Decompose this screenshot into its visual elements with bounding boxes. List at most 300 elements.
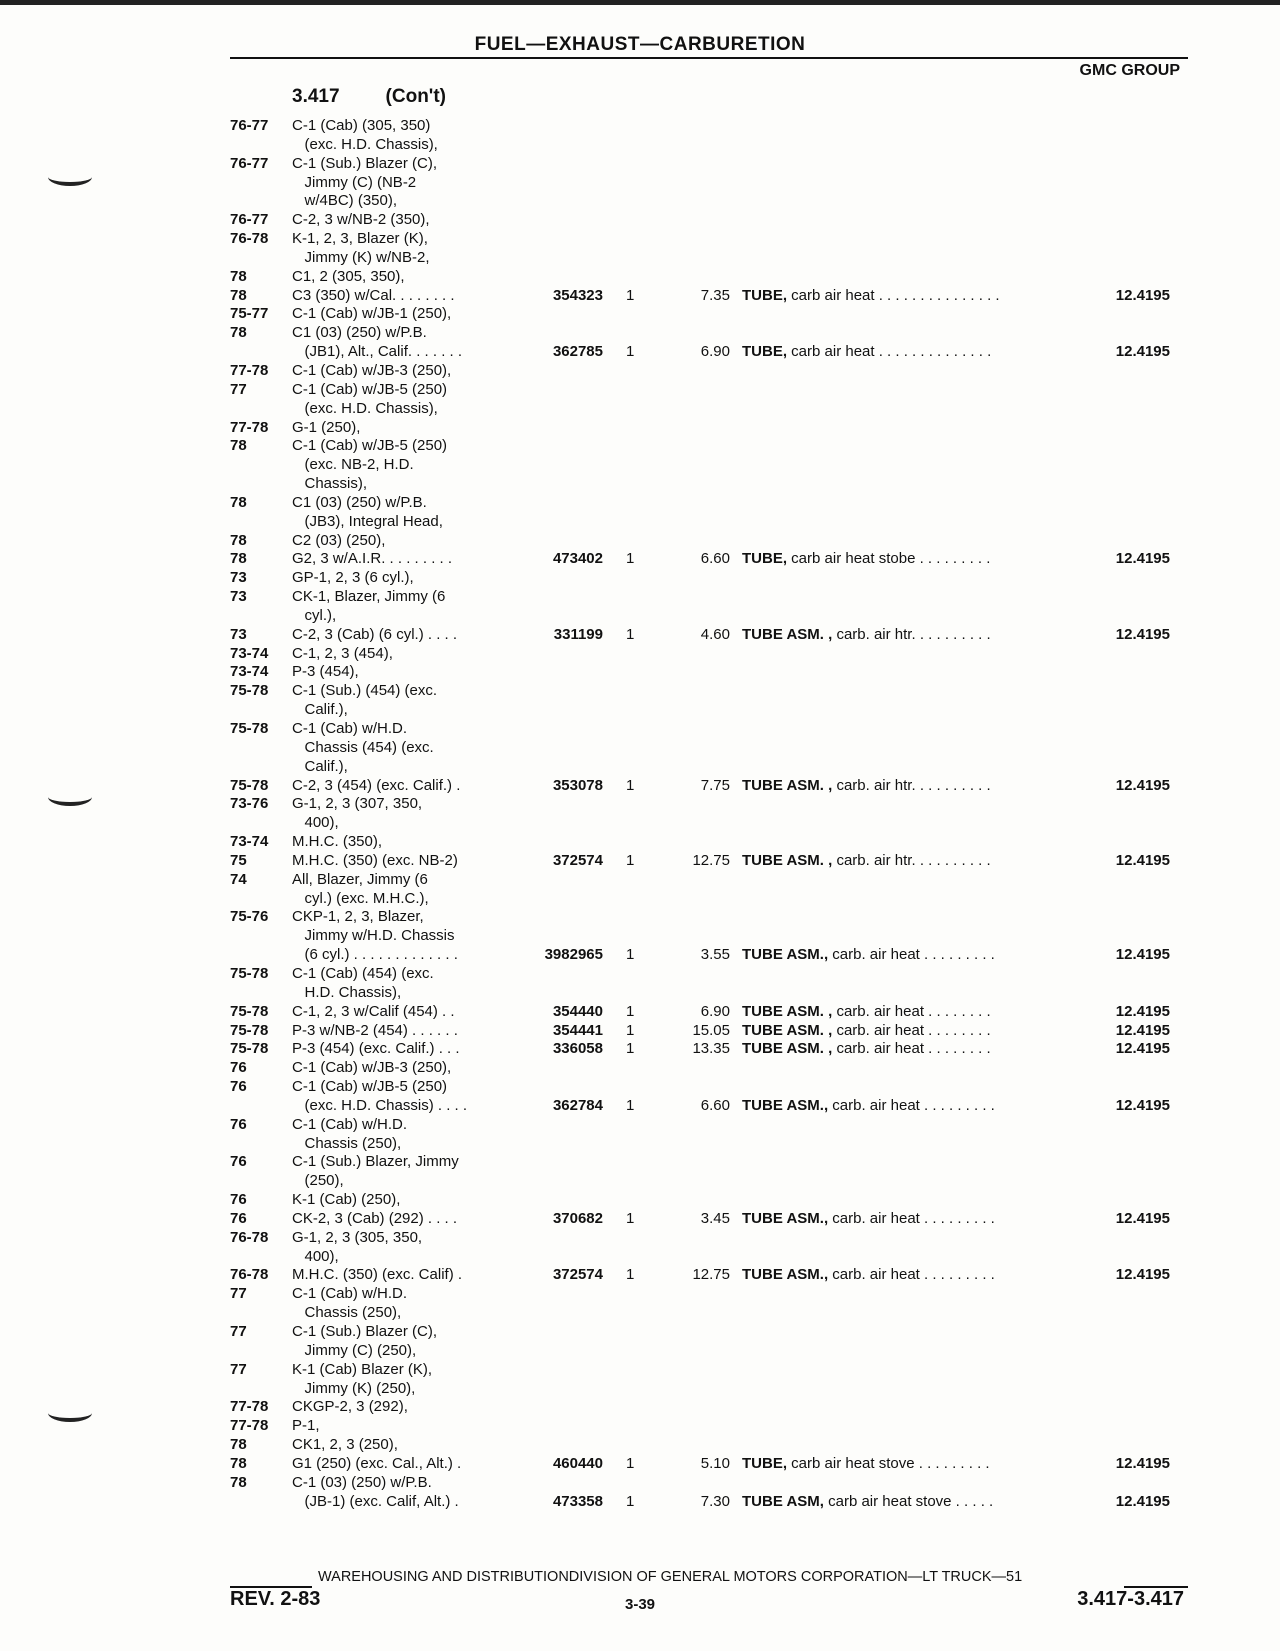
parts-row	[230, 1342, 1188, 1361]
group-number: 12.4195	[1115, 851, 1170, 869]
part-name-detail: carb air heat . . . . . . . . . . . . . . .	[787, 286, 1000, 304]
parts-row	[230, 249, 1188, 268]
model-year: 74	[230, 870, 247, 888]
section-suffix: (Con't)	[385, 86, 446, 107]
model-description: (JB-1) (exc. Calif, Alt.) .	[292, 1492, 459, 1510]
model-year: 75-78	[230, 964, 269, 982]
part-name-detail: carb. air htr. . . . . . . . . .	[832, 776, 991, 794]
parts-row	[230, 1380, 1188, 1399]
part-name	[742, 1022, 991, 1041]
model-year: 75-78	[230, 720, 269, 737]
model-year: 77	[230, 1323, 247, 1340]
part-number: 460440	[552, 1454, 603, 1472]
parts-row	[230, 1003, 1188, 1022]
parts-row	[230, 475, 1188, 494]
parts-row	[230, 701, 1188, 720]
group-number: 12.4195	[1115, 625, 1170, 643]
model-description: G-1, 2, 3 (305, 350,	[292, 1228, 423, 1246]
parts-row	[230, 1040, 1188, 1059]
price: 6.90	[700, 343, 730, 361]
model-description: (JB1), Alt., Calif. . . . . . .	[292, 343, 463, 361]
model-year: 78	[230, 550, 247, 568]
model-description: C-1 (Cab) w/JB-3 (250),	[292, 361, 452, 379]
model-year: 77-78	[230, 1417, 269, 1435]
parts-row	[230, 1097, 1188, 1116]
parts-row	[230, 607, 1188, 626]
part-number: 354323	[552, 286, 603, 304]
part-number: 336058	[552, 1040, 603, 1058]
model-description: (exc. H.D. Chassis),	[292, 135, 438, 153]
parts-row	[230, 758, 1188, 777]
model-description: C-1 (Cab) w/H.D.	[292, 720, 408, 737]
price: 5.10	[700, 1454, 730, 1472]
parts-row	[230, 211, 1188, 230]
model-description: C-1 (Cab) (454) (exc.	[292, 964, 434, 982]
part-name-bold: TUBE ASM,	[742, 1492, 824, 1510]
model-description: P-3 w/NB-2 (454) . . . . . .	[292, 1021, 458, 1039]
parts-row	[230, 814, 1188, 833]
part-name-bold: TUBE ASM.,	[742, 946, 829, 964]
part-name	[742, 343, 991, 362]
parts-row	[230, 645, 1188, 664]
part-name-bold: TUBE ASM.,	[742, 1096, 829, 1114]
parts-row	[230, 230, 1188, 249]
parts-row	[230, 136, 1188, 155]
parts-row	[230, 927, 1188, 946]
group-number: 12.4195	[1115, 1002, 1170, 1020]
model-description: Chassis (250),	[292, 1304, 402, 1322]
price: 6.60	[700, 550, 730, 568]
parts-row	[230, 1078, 1188, 1097]
part-name-detail: carb air heat stove . . . . .	[823, 1492, 994, 1510]
model-year: 76	[230, 1078, 247, 1096]
parts-row	[230, 381, 1188, 400]
parts-row	[230, 777, 1188, 796]
model-description: C-1 (Sub.) Blazer, Jimmy	[292, 1153, 459, 1171]
parts-list	[230, 117, 1188, 1511]
parts-row	[230, 1135, 1188, 1154]
parts-row	[230, 1210, 1188, 1229]
model-year: 73-74	[230, 644, 269, 662]
model-description: (6 cyl.) . . . . . . . . . . . . .	[292, 946, 458, 964]
model-year: 78	[230, 1473, 247, 1491]
price: 6.90	[700, 1002, 730, 1020]
part-name-bold: TUBE ASM.,	[742, 1209, 829, 1227]
part-number: 372574	[552, 1266, 603, 1284]
part-name-detail: carb. air heat . . . . . . . .	[832, 1040, 991, 1058]
part-name	[742, 852, 991, 871]
part-name-detail: carb. air heat . . . . . . . . .	[828, 1209, 995, 1227]
model-description: K-1, 2, 3, Blazer (K),	[292, 230, 428, 248]
part-name	[742, 1493, 993, 1512]
model-description: P-1,	[292, 1417, 320, 1435]
model-year: 78	[230, 437, 247, 455]
part-name-bold: TUBE ASM.,	[742, 1266, 829, 1284]
parts-row	[230, 965, 1188, 984]
parts-row	[230, 324, 1188, 343]
parts-row	[230, 1172, 1188, 1191]
part-name-bold: TUBE ASM. ,	[742, 625, 833, 643]
part-name	[742, 287, 1000, 306]
price: 7.30	[700, 1492, 730, 1510]
part-name-bold: TUBE ASM. ,	[742, 1040, 833, 1058]
part-name-bold: TUBE ASM. ,	[742, 776, 833, 794]
group-number: 12.4195	[1115, 1096, 1170, 1114]
model-description: 400),	[292, 1247, 339, 1265]
model-description: w/4BC) (350),	[292, 192, 398, 210]
parts-row	[230, 1116, 1188, 1135]
parts-row	[230, 890, 1188, 909]
parts-row	[230, 1493, 1188, 1512]
part-name	[742, 550, 990, 569]
model-year: 78	[230, 493, 247, 511]
quantity: 1	[626, 550, 635, 568]
part-name-bold: TUBE ASM. ,	[742, 1021, 833, 1039]
part-name-detail: carb. air heat . . . . . . . .	[832, 1002, 991, 1020]
quantity: 1	[626, 1492, 635, 1510]
section-heading	[292, 86, 446, 108]
model-year: 78	[230, 267, 247, 285]
part-number: 331199	[553, 625, 603, 643]
model-description: Jimmy (C) (250),	[292, 1341, 417, 1359]
parts-row	[230, 720, 1188, 739]
parts-row	[230, 192, 1188, 211]
model-year: 76	[230, 1209, 247, 1227]
model-description: (exc. H.D. Chassis),	[292, 399, 438, 417]
part-number: 473402	[552, 550, 603, 568]
part-name-bold: TUBE,	[742, 1454, 787, 1472]
model-year: 73-76	[230, 795, 269, 813]
quantity: 1	[626, 625, 635, 643]
parts-row	[230, 437, 1188, 456]
price: 7.35	[700, 286, 730, 304]
model-year: 77	[230, 1360, 247, 1378]
model-year: 76-78	[230, 230, 269, 248]
model-year: 77	[230, 380, 247, 398]
quantity: 1	[626, 1209, 635, 1227]
quantity: 1	[626, 1002, 635, 1020]
model-description: M.H.C. (350),	[292, 833, 383, 851]
page-number: 3-39	[624, 1596, 656, 1613]
model-description: C-1 (03) (250) w/P.B.	[292, 1473, 432, 1491]
model-description: Jimmy (C) (NB-2	[292, 173, 417, 191]
model-year: 76	[230, 1153, 247, 1171]
price: 3.45	[700, 1209, 730, 1227]
model-description: GP-1, 2, 3 (6 cyl.),	[292, 569, 414, 587]
parts-row	[230, 1455, 1188, 1474]
parts-row	[230, 1022, 1188, 1041]
model-description: CKGP-2, 3 (292),	[292, 1398, 408, 1416]
part-name-detail: carb air heat stobe . . . . . . . . .	[787, 550, 991, 568]
part-name	[742, 1210, 995, 1229]
model-description: (250),	[292, 1172, 344, 1190]
model-description: G2, 3 w/A.I.R. . . . . . . . .	[292, 550, 453, 568]
group-number: 12.4195	[1115, 1209, 1170, 1227]
quantity: 1	[626, 776, 635, 794]
part-name	[742, 1266, 995, 1285]
model-description: Chassis (250),	[292, 1134, 402, 1152]
quantity: 1	[626, 1040, 635, 1058]
group-number: 12.4195	[1115, 343, 1170, 361]
model-year: 76-77	[230, 117, 269, 134]
parts-row	[230, 494, 1188, 513]
parts-row	[230, 908, 1188, 927]
model-year: 75-77	[230, 305, 269, 323]
parts-row	[230, 739, 1188, 758]
part-name	[742, 1003, 991, 1022]
binder-hole-mark	[48, 168, 92, 186]
group-number: 12.4195	[1115, 550, 1170, 568]
parts-row	[230, 569, 1188, 588]
parts-row	[230, 174, 1188, 193]
model-year: 76-77	[230, 154, 269, 172]
model-year: 78	[230, 531, 247, 549]
quantity: 1	[626, 343, 635, 361]
model-year: 78	[230, 1436, 247, 1454]
model-description: CK-2, 3 (Cab) (292) . . . .	[292, 1209, 458, 1227]
model-description: C-1 (Cab) (305, 350)	[292, 117, 431, 134]
model-year: 78	[230, 1454, 247, 1472]
model-description: Jimmy (K) (250),	[292, 1379, 416, 1397]
section-number: 3.417	[292, 86, 340, 107]
model-year: 76	[230, 1115, 247, 1133]
parts-row	[230, 833, 1188, 852]
parts-row	[230, 1361, 1188, 1380]
model-description: cyl.) (exc. M.H.C.),	[292, 889, 429, 907]
parts-row	[230, 305, 1188, 324]
part-name-detail: carb. air heat . . . . . . . . .	[828, 1096, 995, 1114]
model-year: 75-76	[230, 908, 269, 926]
price: 15.05	[692, 1021, 730, 1039]
model-description: Jimmy w/H.D. Chassis	[292, 927, 455, 945]
part-name-bold: TUBE,	[742, 286, 787, 304]
part-name-detail: carb. air heat . . . . . . . . .	[828, 1266, 995, 1284]
part-name-bold: TUBE ASM. ,	[742, 851, 833, 869]
parts-row	[230, 588, 1188, 607]
model-description: C1 (03) (250) w/P.B.	[292, 324, 427, 342]
model-description: Chassis),	[292, 475, 368, 493]
group-number: 12.4195	[1115, 946, 1170, 964]
part-number: 353078	[552, 776, 603, 794]
part-number: 3982965	[544, 946, 603, 964]
model-description: Jimmy (K) w/NB-2,	[292, 248, 430, 266]
parts-row	[230, 419, 1188, 438]
parts-row	[230, 946, 1188, 965]
model-year: 77	[230, 1285, 247, 1303]
model-description: All, Blazer, Jimmy (6	[292, 870, 428, 888]
model-year: 73	[230, 569, 247, 587]
model-year: 73-74	[230, 663, 269, 681]
model-description: M.H.C. (350) (exc. Calif) .	[292, 1266, 463, 1284]
parts-row	[230, 343, 1188, 362]
parts-row	[230, 1323, 1188, 1342]
model-year: 75-78	[230, 1021, 269, 1039]
page-title: FUEL—EXHAUST—CARBURETION	[474, 34, 806, 55]
part-number: 370682	[552, 1209, 603, 1227]
model-year: 77-78	[230, 1398, 269, 1416]
price: 12.75	[692, 851, 730, 869]
parts-row	[230, 984, 1188, 1003]
model-description: C1, 2 (305, 350),	[292, 267, 405, 285]
model-year: 76-78	[230, 1266, 269, 1284]
part-number: 473358	[552, 1492, 603, 1510]
model-year: 77-78	[230, 418, 269, 436]
model-description: K-1 (Cab) Blazer (K),	[292, 1360, 433, 1378]
model-year: 73-74	[230, 833, 269, 851]
model-description: C3 (350) w/Cal. . . . . . . .	[292, 286, 455, 304]
parts-row	[230, 268, 1188, 287]
part-name-bold: TUBE,	[742, 343, 787, 361]
model-description: Calif.),	[292, 701, 348, 719]
part-number: 372574	[552, 851, 603, 869]
quantity: 1	[626, 1266, 635, 1284]
model-description: Calif.),	[292, 757, 348, 775]
part-name	[742, 1097, 995, 1116]
part-name-bold: TUBE ASM. ,	[742, 1002, 833, 1020]
part-name-detail: carb. air htr. . . . . . . . . .	[832, 625, 991, 643]
binder-hole-mark	[48, 1404, 92, 1422]
model-description: P-3 (454) (exc. Calif.) . . .	[292, 1040, 460, 1058]
part-name-detail: carb air heat stove . . . . . . . . .	[787, 1454, 990, 1472]
model-description: C-2, 3 (Cab) (6 cyl.) . . . .	[292, 625, 458, 643]
quantity: 1	[626, 946, 635, 964]
parts-row	[230, 1153, 1188, 1172]
quantity: 1	[626, 1096, 635, 1114]
quantity: 1	[626, 286, 635, 304]
model-description: C-1 (Cab) w/JB-3 (250),	[292, 1059, 452, 1077]
model-description: C-2, 3 (454) (exc. Calif.) .	[292, 776, 461, 794]
part-name	[742, 1040, 991, 1059]
model-description: C-1 (Cab) w/JB-1 (250),	[292, 305, 452, 323]
quantity: 1	[626, 851, 635, 869]
section-range: 3.417-3.417	[1077, 1588, 1184, 1610]
model-description: 400),	[292, 814, 339, 832]
part-name	[742, 626, 991, 645]
parts-row	[230, 1248, 1188, 1267]
parts-row	[230, 1229, 1188, 1248]
top-border	[0, 0, 1280, 5]
quantity: 1	[626, 1454, 635, 1472]
model-description: Chassis (454) (exc.	[292, 738, 434, 756]
model-year: 76-78	[230, 1228, 269, 1246]
binder-hole-mark	[48, 788, 92, 806]
part-number: 362784	[552, 1096, 603, 1114]
parts-row	[230, 1417, 1188, 1436]
model-description: C-1, 2, 3 (454),	[292, 644, 393, 662]
group-number: 12.4195	[1115, 1454, 1170, 1472]
parts-row	[230, 155, 1188, 174]
model-description: (exc. NB-2, H.D.	[292, 456, 414, 474]
parts-row	[230, 663, 1188, 682]
model-description: (exc. H.D. Chassis) . . . .	[292, 1096, 468, 1114]
model-description: C-1 (Cab) w/H.D.	[292, 1285, 408, 1303]
parts-row	[230, 400, 1188, 419]
parts-row	[230, 1436, 1188, 1455]
parts-row	[230, 1285, 1188, 1304]
group-number: 12.4195	[1115, 776, 1170, 794]
model-description: C-1 (Cab) w/JB-5 (250)	[292, 1078, 448, 1096]
group-number: 12.4195	[1115, 1040, 1170, 1058]
header-rule	[230, 57, 1188, 59]
part-name	[742, 946, 995, 965]
model-description: G-1, 2, 3 (307, 350,	[292, 795, 423, 813]
model-description: G-1 (250),	[292, 418, 361, 436]
parts-row	[230, 287, 1188, 306]
parts-row	[230, 795, 1188, 814]
revision-label: REV. 2-83	[230, 1588, 321, 1610]
model-description: C2 (03) (250),	[292, 531, 386, 549]
model-year: 73	[230, 588, 247, 606]
footer-publisher: WAREHOUSING AND DISTRIBUTIONDIVISION OF GENERAL MOTORS CORPORATION—LT TRUCK—51	[318, 1569, 1023, 1585]
parts-row	[230, 1266, 1188, 1285]
model-year: 78	[230, 286, 247, 304]
parts-row	[230, 852, 1188, 871]
model-description: CK-1, Blazer, Jimmy (6	[292, 588, 446, 606]
model-year: 75	[230, 851, 247, 869]
model-description: C-1, 2, 3 w/Calif (454) . .	[292, 1002, 455, 1020]
model-description: (JB3), Integral Head,	[292, 512, 443, 530]
parts-row	[230, 532, 1188, 551]
model-description: CKP-1, 2, 3, Blazer,	[292, 908, 424, 926]
model-year: 75-78	[230, 682, 269, 700]
group-number: 12.4195	[1115, 1266, 1170, 1284]
parts-row	[230, 1304, 1188, 1323]
parts-row	[230, 1059, 1188, 1078]
parts-row	[230, 456, 1188, 475]
group-label: GMC GROUP	[1079, 62, 1180, 79]
model-description: cyl.),	[292, 606, 337, 624]
price: 7.75	[700, 776, 730, 794]
part-number: 354441	[552, 1021, 603, 1039]
parts-row	[230, 550, 1188, 569]
part-number: 354440	[552, 1002, 603, 1020]
parts-row	[230, 871, 1188, 890]
part-name-detail: carb. air heat . . . . . . . .	[832, 1021, 991, 1039]
part-name-detail: carb. air heat . . . . . . . . .	[828, 946, 995, 964]
model-description: C1 (03) (250) w/P.B.	[292, 493, 427, 511]
model-year: 76-77	[230, 211, 269, 229]
model-year: 75-78	[230, 776, 269, 794]
model-year: 73	[230, 625, 247, 643]
model-year: 77-78	[230, 361, 269, 379]
model-description: H.D. Chassis),	[292, 983, 402, 1001]
model-year: 76	[230, 1059, 247, 1077]
price: 4.60	[700, 625, 730, 643]
model-description: K-1 (Cab) (250),	[292, 1191, 401, 1209]
model-description: CK1, 2, 3 (250),	[292, 1436, 398, 1454]
parts-row	[230, 1474, 1188, 1493]
model-description: M.H.C. (350) (exc. NB-2)	[292, 851, 458, 869]
group-number: 12.4195	[1115, 1021, 1170, 1039]
price: 12.75	[692, 1266, 730, 1284]
part-name	[742, 777, 991, 796]
part-name-bold: TUBE,	[742, 550, 787, 568]
model-description: C-1 (Sub.) Blazer (C),	[292, 154, 438, 172]
price: 13.35	[692, 1040, 730, 1058]
part-name-detail: carb air heat . . . . . . . . . . . . . .	[787, 343, 992, 361]
model-year: 78	[230, 324, 247, 342]
quantity: 1	[626, 1021, 635, 1039]
group-number: 12.4195	[1115, 286, 1170, 304]
model-year: 75-78	[230, 1040, 269, 1058]
parts-row	[230, 1398, 1188, 1417]
model-description: C-1 (Cab) w/JB-5 (250)	[292, 380, 448, 398]
model-description: C-1 (Cab) w/H.D.	[292, 1115, 408, 1133]
model-description: P-3 (454),	[292, 663, 359, 681]
model-year: 75-78	[230, 1002, 269, 1020]
parts-row	[230, 1191, 1188, 1210]
parts-row	[230, 682, 1188, 701]
